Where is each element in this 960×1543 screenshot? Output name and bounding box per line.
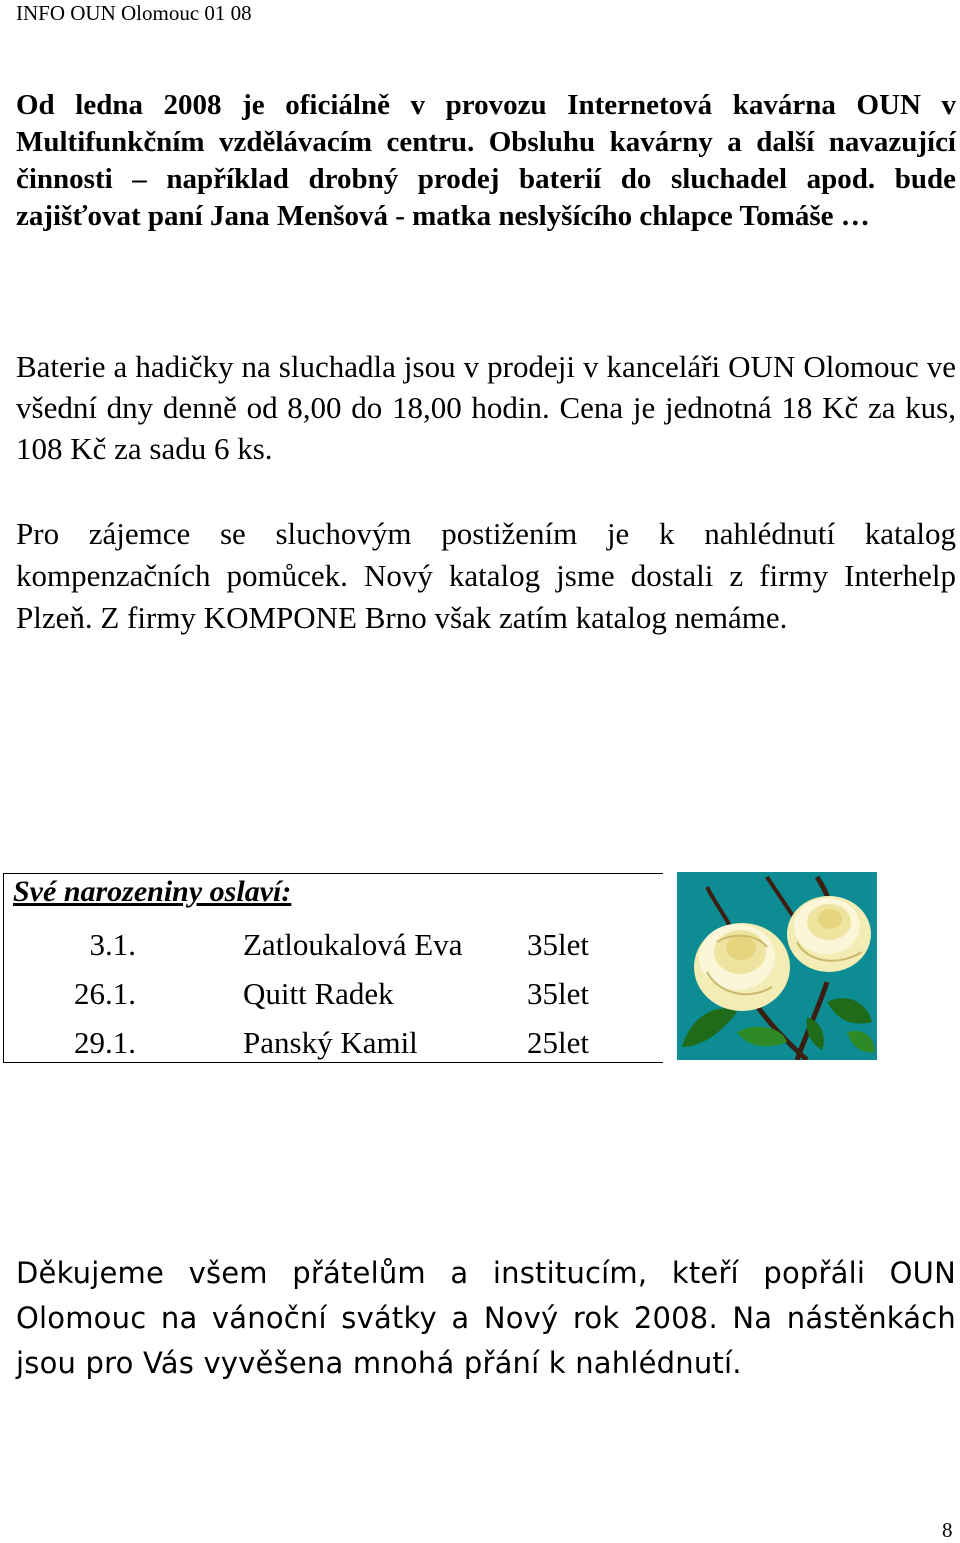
birthday-name: Zatloukalová Eva bbox=[243, 927, 463, 962]
paragraph-internet-cafe: Od ledna 2008 je oficiálně v provozu Internetová kavárna OUN v Multifunkčním vzdělávacím centru. Obsluhu kavárny a další navazující činnosti – například drobný prodej baterií do sluchadel apod. bude zajišťovat paní Jana Menšová - matka neslyšícího chlapce Tomáše … bbox=[16, 89, 956, 232]
birthday-date: 29.1. bbox=[74, 1025, 136, 1060]
birthday-age: 35let bbox=[527, 927, 589, 962]
birthday-name: Quitt Radek bbox=[243, 976, 394, 1011]
birthday-age: 25let bbox=[527, 1025, 589, 1060]
paragraph-catalog: Pro zájemce se sluchovým postižením je k nahlédnutí katalog kompenzačních pomůcek. Nový katalog jsme dostali z firmy Interhelp Plzeň. Z firmy KOMPONE Brno však zatím katalog nemáme. bbox=[16, 516, 956, 635]
running-header: INFO OUN Olomouc 01 08 bbox=[16, 1, 252, 25]
birthday-title: Své narozeniny oslaví: bbox=[13, 875, 292, 908]
page-number: 8 bbox=[942, 1518, 953, 1542]
birthday-date: 26.1. bbox=[74, 976, 136, 1011]
white-roses-clipart bbox=[677, 872, 877, 1060]
birthday-age: 35let bbox=[527, 976, 589, 1011]
birthday-date: 3.1. bbox=[89, 927, 136, 962]
paragraph-batteries: Baterie a hadičky na sluchadla jsou v prodeji v kanceláři OUN Olomouc ve všední dny denně od 8,00 do 18,00 hodin. Cena je jednotná 18 Kč za kus, 108 Kč za sadu 6 ks. bbox=[16, 349, 956, 466]
paragraph-thanks: Děkujeme všem přátelům a institucím, kteří popřáli OUN Olomouc na vánoční svátky a Nový rok 2008. Na nástěnkách jsou pro Vás vyvěšena mnohá přání k nahlédnutí. bbox=[16, 1256, 956, 1380]
birthday-name: Panský Kamil bbox=[243, 1025, 418, 1060]
